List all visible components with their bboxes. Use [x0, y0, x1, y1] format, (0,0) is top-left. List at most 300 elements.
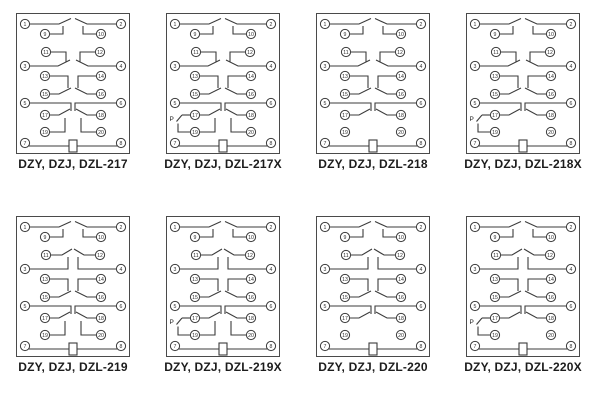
- terminal: [470, 138, 479, 147]
- wire: [50, 109, 70, 115]
- wire: [501, 52, 516, 62]
- wire: [500, 279, 518, 291]
- relay-panel: [16, 216, 130, 374]
- wire: [200, 26, 213, 34]
- terminal: [116, 61, 125, 70]
- terminal: [395, 250, 404, 259]
- svg-text:17: 17: [492, 315, 498, 322]
- svg-text:12: 12: [97, 49, 103, 56]
- terminal: [396, 89, 405, 98]
- terminal: [190, 89, 199, 98]
- wire: [50, 321, 65, 335]
- wire: [330, 60, 370, 66]
- wire: [30, 19, 71, 25]
- wire: [350, 26, 363, 34]
- wire: [75, 88, 96, 94]
- svg-text:15: 15: [192, 91, 198, 98]
- terminal: [190, 292, 199, 301]
- svg-text:2: 2: [119, 224, 123, 231]
- wire: [350, 291, 371, 297]
- terminal: [546, 29, 555, 38]
- terminal: [320, 61, 329, 70]
- svg-text:14: 14: [398, 276, 404, 283]
- terminal: [266, 19, 275, 28]
- terminal: [170, 138, 179, 147]
- terminal: [566, 138, 575, 147]
- wire: [500, 26, 513, 34]
- svg-text:5: 5: [473, 100, 477, 107]
- wire: [525, 222, 566, 228]
- terminal: [170, 341, 179, 350]
- svg-text:1: 1: [173, 224, 177, 231]
- svg-text:8: 8: [419, 343, 423, 350]
- terminal: [320, 264, 329, 273]
- wire: [375, 88, 396, 94]
- svg-text:20: 20: [548, 332, 554, 339]
- svg-text:3: 3: [23, 63, 27, 70]
- terminal: [96, 110, 105, 119]
- terminal: [395, 47, 404, 56]
- terminal: [396, 330, 405, 339]
- svg-text:3: 3: [23, 266, 27, 273]
- svg-text:7: 7: [473, 140, 477, 147]
- wire: [200, 321, 215, 335]
- terminal: [566, 341, 575, 350]
- svg-text:18: 18: [548, 315, 554, 322]
- svg-text:13: 13: [342, 276, 348, 283]
- svg-text:4: 4: [569, 266, 573, 273]
- svg-text:11: 11: [43, 252, 49, 259]
- svg-text:10: 10: [398, 31, 404, 38]
- svg-text:9: 9: [43, 31, 47, 38]
- wire: [375, 306, 416, 314]
- svg-text:7: 7: [23, 140, 27, 147]
- terminal: [546, 71, 555, 80]
- wire: [225, 19, 266, 25]
- terminal: [566, 264, 575, 273]
- svg-text:18: 18: [398, 315, 404, 322]
- terminal: [491, 250, 500, 259]
- svg-text:9: 9: [493, 31, 497, 38]
- wire: [75, 291, 96, 297]
- wire: [231, 321, 246, 335]
- svg-text:20: 20: [398, 332, 404, 339]
- wire: [376, 60, 416, 66]
- svg-text:1: 1: [473, 224, 477, 231]
- wiring-diagram: [16, 216, 130, 357]
- wire: [350, 229, 363, 237]
- terminal: [490, 232, 499, 241]
- panel-border: [17, 14, 130, 154]
- wire: [350, 312, 370, 318]
- svg-text:5: 5: [323, 100, 327, 107]
- wire: [78, 76, 96, 88]
- svg-text:18: 18: [98, 112, 104, 119]
- wire: [225, 222, 266, 228]
- terminal: [20, 19, 29, 28]
- terminal: [470, 222, 479, 231]
- svg-text:4: 4: [119, 63, 123, 70]
- svg-text:3: 3: [473, 266, 477, 273]
- svg-text:20: 20: [98, 332, 104, 339]
- wire: [225, 88, 246, 94]
- svg-text:19: 19: [342, 129, 348, 136]
- terminal: [490, 89, 499, 98]
- terminal: [40, 110, 49, 119]
- terminal: [266, 341, 275, 350]
- coil: [219, 140, 227, 152]
- terminal: [416, 264, 425, 273]
- wire: [375, 19, 416, 25]
- svg-text:19: 19: [192, 332, 198, 339]
- coil: [519, 343, 527, 355]
- terminal: [20, 138, 29, 147]
- wire: [525, 88, 546, 94]
- wire: [383, 26, 396, 34]
- terminal: [116, 341, 125, 350]
- terminal: [190, 232, 199, 241]
- wire: [224, 249, 245, 255]
- wire: [330, 222, 371, 228]
- wire: [533, 229, 546, 237]
- svg-text:7: 7: [173, 140, 177, 147]
- svg-text:12: 12: [247, 49, 253, 56]
- terminal: [490, 330, 499, 339]
- terminal: [40, 71, 49, 80]
- wiring-diagram: [466, 216, 580, 357]
- wire: [178, 124, 190, 133]
- terminal: [40, 274, 49, 283]
- svg-text:12: 12: [397, 49, 403, 56]
- terminal: [116, 264, 125, 273]
- panel-border: [317, 217, 430, 357]
- svg-text:14: 14: [248, 73, 254, 80]
- p-contact-label: P: [169, 116, 174, 123]
- wire: [477, 318, 483, 325]
- terminal: [20, 301, 29, 310]
- svg-text:8: 8: [569, 140, 573, 147]
- wire: [500, 76, 518, 88]
- svg-text:15: 15: [342, 294, 348, 301]
- svg-text:17: 17: [192, 112, 198, 119]
- wiring-diagram: [16, 13, 130, 154]
- svg-text:8: 8: [269, 140, 273, 147]
- svg-text:9: 9: [43, 234, 47, 241]
- terminal: [246, 274, 255, 283]
- wire: [228, 76, 246, 88]
- svg-text:15: 15: [42, 294, 48, 301]
- terminal: [20, 222, 29, 231]
- svg-text:11: 11: [43, 49, 49, 56]
- svg-text:10: 10: [548, 234, 554, 241]
- terminal: [490, 127, 499, 136]
- svg-text:16: 16: [548, 294, 554, 301]
- svg-text:19: 19: [192, 129, 198, 136]
- svg-text:4: 4: [419, 63, 423, 70]
- svg-text:6: 6: [269, 100, 273, 107]
- wire: [480, 19, 521, 25]
- svg-text:13: 13: [42, 73, 48, 80]
- wire: [200, 109, 220, 115]
- terminal: [396, 232, 405, 241]
- svg-text:16: 16: [98, 294, 104, 301]
- wire: [80, 52, 95, 62]
- svg-text:8: 8: [269, 343, 273, 350]
- terminal: [546, 232, 555, 241]
- terminal: [41, 250, 50, 259]
- terminal: [566, 301, 575, 310]
- svg-text:16: 16: [398, 294, 404, 301]
- wire: [75, 306, 116, 314]
- panel-label: DZY, DZJ, DZL-220X: [464, 360, 582, 374]
- svg-text:6: 6: [119, 100, 123, 107]
- relay-panel: [466, 13, 580, 171]
- terminal: [490, 274, 499, 283]
- coil: [519, 140, 527, 152]
- wire: [231, 118, 246, 132]
- wire: [200, 88, 221, 94]
- wire: [528, 279, 546, 291]
- svg-text:2: 2: [569, 21, 573, 28]
- wire: [351, 52, 366, 62]
- wire: [180, 103, 221, 111]
- svg-text:7: 7: [323, 343, 327, 350]
- terminal: [340, 110, 349, 119]
- wire: [76, 60, 116, 66]
- wire: [30, 222, 71, 228]
- svg-text:14: 14: [398, 73, 404, 80]
- terminal: [470, 264, 479, 273]
- wire: [50, 279, 68, 291]
- wire: [480, 60, 520, 66]
- svg-text:20: 20: [398, 129, 404, 136]
- wire: [375, 222, 416, 228]
- wire: [30, 103, 71, 111]
- svg-text:12: 12: [547, 252, 553, 259]
- wire: [383, 229, 396, 237]
- wire: [74, 249, 95, 255]
- svg-text:20: 20: [548, 129, 554, 136]
- svg-text:14: 14: [548, 73, 554, 80]
- wire: [200, 76, 218, 88]
- terminal: [96, 29, 105, 38]
- wire: [225, 306, 266, 314]
- wire: [533, 26, 546, 34]
- terminal: [266, 264, 275, 273]
- terminal: [266, 222, 275, 231]
- svg-text:8: 8: [119, 140, 123, 147]
- svg-text:20: 20: [248, 332, 254, 339]
- wire: [500, 291, 521, 297]
- coil: [369, 140, 377, 152]
- wire: [350, 279, 368, 291]
- svg-text:15: 15: [42, 91, 48, 98]
- terminal: [41, 47, 50, 56]
- svg-text:15: 15: [342, 91, 348, 98]
- wire: [480, 222, 521, 228]
- terminal: [470, 19, 479, 28]
- svg-text:14: 14: [248, 276, 254, 283]
- svg-text:8: 8: [569, 343, 573, 350]
- wire: [230, 52, 245, 62]
- terminal: [40, 89, 49, 98]
- svg-text:3: 3: [173, 266, 177, 273]
- svg-text:2: 2: [569, 224, 573, 231]
- svg-text:6: 6: [269, 303, 273, 310]
- wire: [500, 109, 520, 115]
- relay-panel: [466, 216, 580, 374]
- svg-text:1: 1: [173, 21, 177, 28]
- p-contact-label: P: [469, 319, 474, 326]
- wire: [200, 279, 218, 291]
- svg-text:1: 1: [23, 21, 27, 28]
- wire: [226, 312, 246, 318]
- terminal: [40, 330, 49, 339]
- terminal: [95, 250, 104, 259]
- terminal: [490, 110, 499, 119]
- svg-text:5: 5: [23, 100, 27, 107]
- panel-label: DZY, DZJ, DZL-217X: [164, 157, 282, 171]
- terminal: [96, 274, 105, 283]
- wire: [226, 109, 246, 115]
- terminal: [95, 47, 104, 56]
- svg-text:11: 11: [493, 49, 499, 56]
- svg-text:11: 11: [493, 252, 499, 259]
- terminal: [170, 222, 179, 231]
- terminal: [340, 127, 349, 136]
- wire: [51, 52, 66, 62]
- wire: [51, 249, 72, 255]
- terminal: [416, 98, 425, 107]
- terminal: [320, 138, 329, 147]
- wire: [50, 88, 71, 94]
- wire: [378, 76, 396, 88]
- terminal: [266, 301, 275, 310]
- terminal: [246, 29, 255, 38]
- terminal: [170, 301, 179, 310]
- svg-text:11: 11: [343, 49, 349, 56]
- terminal: [566, 61, 575, 70]
- terminal: [416, 341, 425, 350]
- terminal: [546, 127, 555, 136]
- svg-text:16: 16: [248, 294, 254, 301]
- wire: [50, 76, 68, 88]
- wire: [75, 103, 116, 111]
- terminal: [246, 313, 255, 322]
- svg-text:1: 1: [23, 224, 27, 231]
- terminal: [116, 301, 125, 310]
- wire: [375, 103, 416, 111]
- terminal: [396, 274, 405, 283]
- terminal: [470, 301, 479, 310]
- terminal: [191, 47, 200, 56]
- wire: [83, 26, 96, 34]
- wire: [380, 52, 395, 62]
- wire: [525, 291, 546, 297]
- terminal: [170, 19, 179, 28]
- wire: [177, 115, 183, 122]
- svg-text:18: 18: [98, 315, 104, 322]
- terminal: [191, 250, 200, 259]
- svg-text:3: 3: [323, 266, 327, 273]
- svg-text:18: 18: [398, 112, 404, 119]
- panel-label: DZY, DZJ, DZL-217: [18, 157, 128, 171]
- terminal: [190, 274, 199, 283]
- svg-text:17: 17: [342, 315, 348, 322]
- svg-text:13: 13: [492, 276, 498, 283]
- terminal: [341, 47, 350, 56]
- terminal: [470, 61, 479, 70]
- terminal: [546, 292, 555, 301]
- svg-text:12: 12: [547, 49, 553, 56]
- wire: [200, 312, 220, 318]
- svg-text:13: 13: [192, 276, 198, 283]
- terminal: [340, 29, 349, 38]
- svg-text:2: 2: [419, 224, 423, 231]
- wire: [180, 60, 220, 66]
- wire: [76, 109, 96, 115]
- coil: [69, 343, 77, 355]
- terminal: [340, 330, 349, 339]
- svg-text:6: 6: [569, 303, 573, 310]
- wire: [477, 115, 483, 122]
- terminal: [40, 127, 49, 136]
- svg-text:5: 5: [323, 303, 327, 310]
- svg-text:19: 19: [492, 129, 498, 136]
- terminal: [416, 301, 425, 310]
- wire: [330, 306, 371, 314]
- svg-text:11: 11: [343, 252, 349, 259]
- wire: [501, 249, 522, 255]
- terminal: [340, 71, 349, 80]
- wire: [228, 279, 246, 291]
- svg-text:18: 18: [248, 112, 254, 119]
- svg-text:16: 16: [98, 91, 104, 98]
- terminal: [546, 89, 555, 98]
- wire: [50, 229, 63, 237]
- svg-text:1: 1: [323, 21, 327, 28]
- svg-text:2: 2: [269, 21, 273, 28]
- terminal: [566, 19, 575, 28]
- svg-text:17: 17: [42, 112, 48, 119]
- svg-text:8: 8: [119, 343, 123, 350]
- coil: [369, 343, 377, 355]
- terminal: [20, 264, 29, 273]
- terminal: [96, 71, 105, 80]
- svg-text:20: 20: [248, 129, 254, 136]
- wire: [478, 327, 490, 336]
- terminal: [566, 98, 575, 107]
- svg-text:13: 13: [192, 73, 198, 80]
- terminal: [490, 71, 499, 80]
- wire: [180, 306, 221, 314]
- svg-text:1: 1: [473, 21, 477, 28]
- terminal: [170, 264, 179, 273]
- wire: [200, 118, 215, 132]
- terminal: [396, 292, 405, 301]
- terminal: [416, 19, 425, 28]
- wire: [75, 19, 116, 25]
- svg-text:11: 11: [193, 49, 199, 56]
- terminal: [340, 232, 349, 241]
- wire: [201, 52, 216, 62]
- svg-text:13: 13: [492, 73, 498, 80]
- terminal: [116, 222, 125, 231]
- svg-text:4: 4: [119, 266, 123, 273]
- terminal: [96, 127, 105, 136]
- terminal: [190, 127, 199, 136]
- wire: [376, 109, 396, 115]
